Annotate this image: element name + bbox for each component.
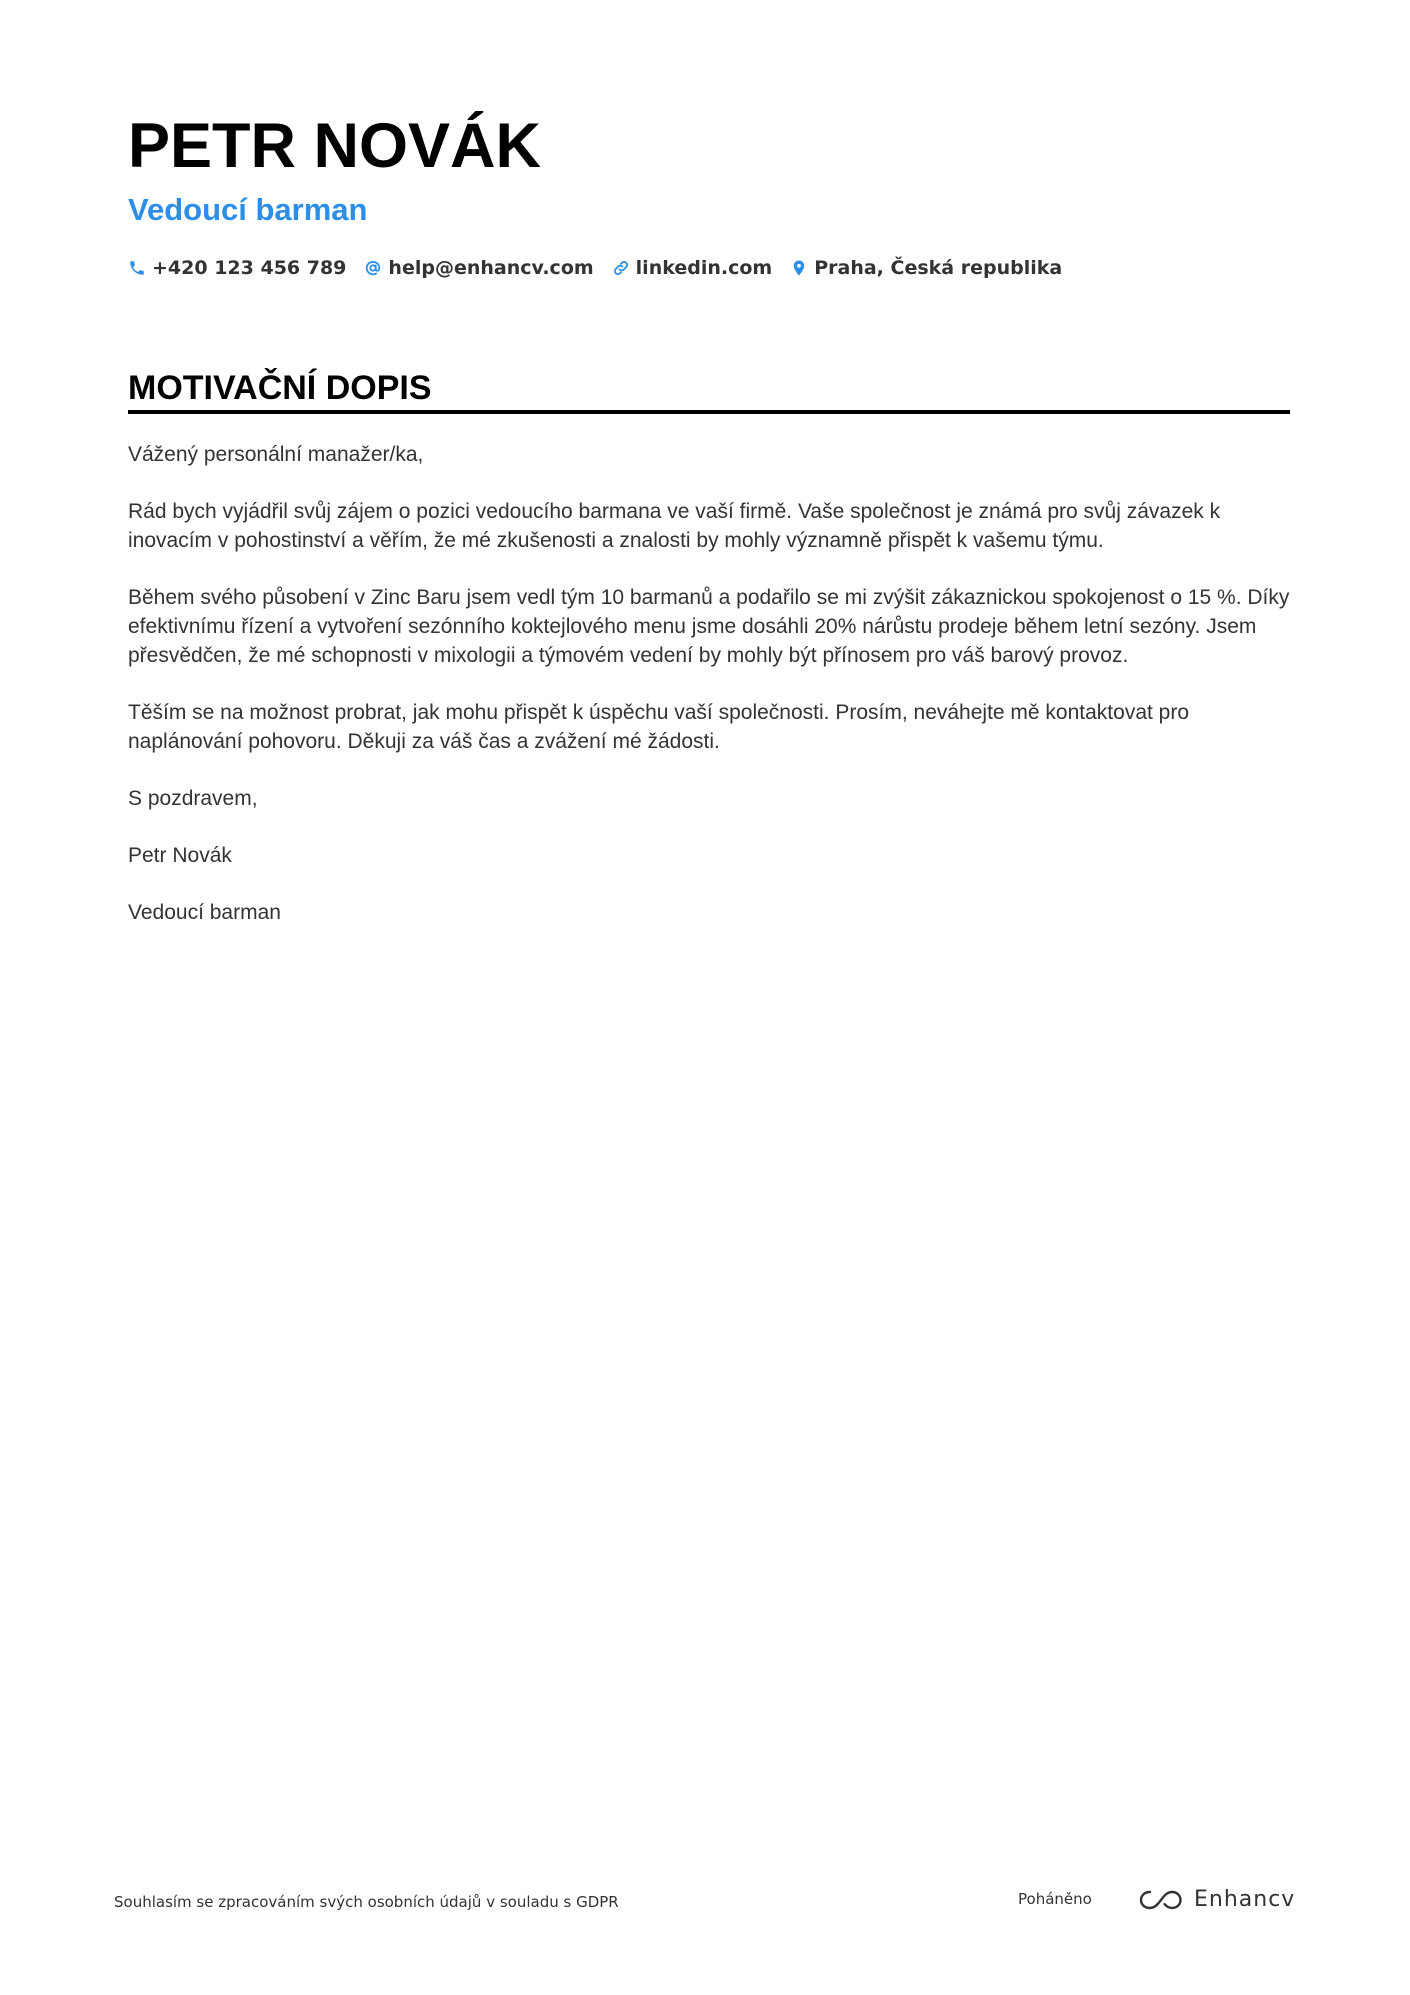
section-divider [128,410,1290,414]
brand-logo[interactable] [1138,1886,1295,1914]
location-pin-icon [790,259,808,277]
powered-by-label: Poháněno [1018,1890,1092,1908]
contact-location-text: Praha, Česká republika [814,257,1063,279]
applicant-name: PETR NOVÁK [128,111,542,181]
contact-bar [128,254,1062,282]
brand-name: Enhancv [1194,1887,1296,1912]
letter-paragraph: Během svého působení v Zinc Baru jsem vedl tým 10 barmanů a podařilo se mi zvýšit zákaznickou spokojenost o 15 %. Díky efektivnímu řízení a vytvoření sezónního koktejlového menu jsme dosáhli 20% nárůstu prodeje během letní sezóny. Jsem přesvědčen, že mé schopnosti v mixologii a týmovém vedení by mohly být přínosem pro váš barový provoz. [128,586,1290,667]
contact-linkedin[interactable] [612,257,773,279]
contact-location [790,257,1062,279]
contact-email-text: help@enhancv.com [388,257,594,279]
at-icon [364,259,382,277]
letter-body [128,440,1290,955]
contact-phone [128,257,346,279]
letter-paragraph: Těším se na možnost probrat, jak mohu přispět k úspěchu vaší společnosti. Prosím, neváhejte mě kontaktovat pro naplánování pohovoru. Děkuji za váš čas a zvážení mé žádosti. [128,701,1190,753]
contact-linkedin-text: linkedin.com [635,257,773,279]
link-icon [612,259,630,277]
signature-title: Vedoucí barman [128,901,281,924]
contact-phone-text: +420 123 456 789 [152,257,347,279]
letter-paragraph: Rád bych vyjádřil svůj zájem o pozici vedoucího barmana ve vaší firmě. Vaše společnost je známá pro svůj závazek k inovacím v pohostinství a věřím, že mé zkušenosti a znalosti by mohly významně přispět k vašemu týmu. [128,500,1221,552]
letter-greeting: Vážený personální manažer/ka, [128,443,424,466]
contact-email[interactable] [364,257,593,279]
infinity-logo-icon [1138,1888,1184,1912]
gdpr-consent: Souhlasím se zpracováním svých osobních údajů v souladu s GDPR [114,1893,619,1911]
section-title: MOTIVAČNÍ DOPIS [128,369,432,407]
letter-closing: S pozdravem, [128,787,258,810]
phone-icon [128,259,146,277]
signature-name: Petr Novák [128,844,232,867]
applicant-title: Vedoucí barman [128,192,368,227]
